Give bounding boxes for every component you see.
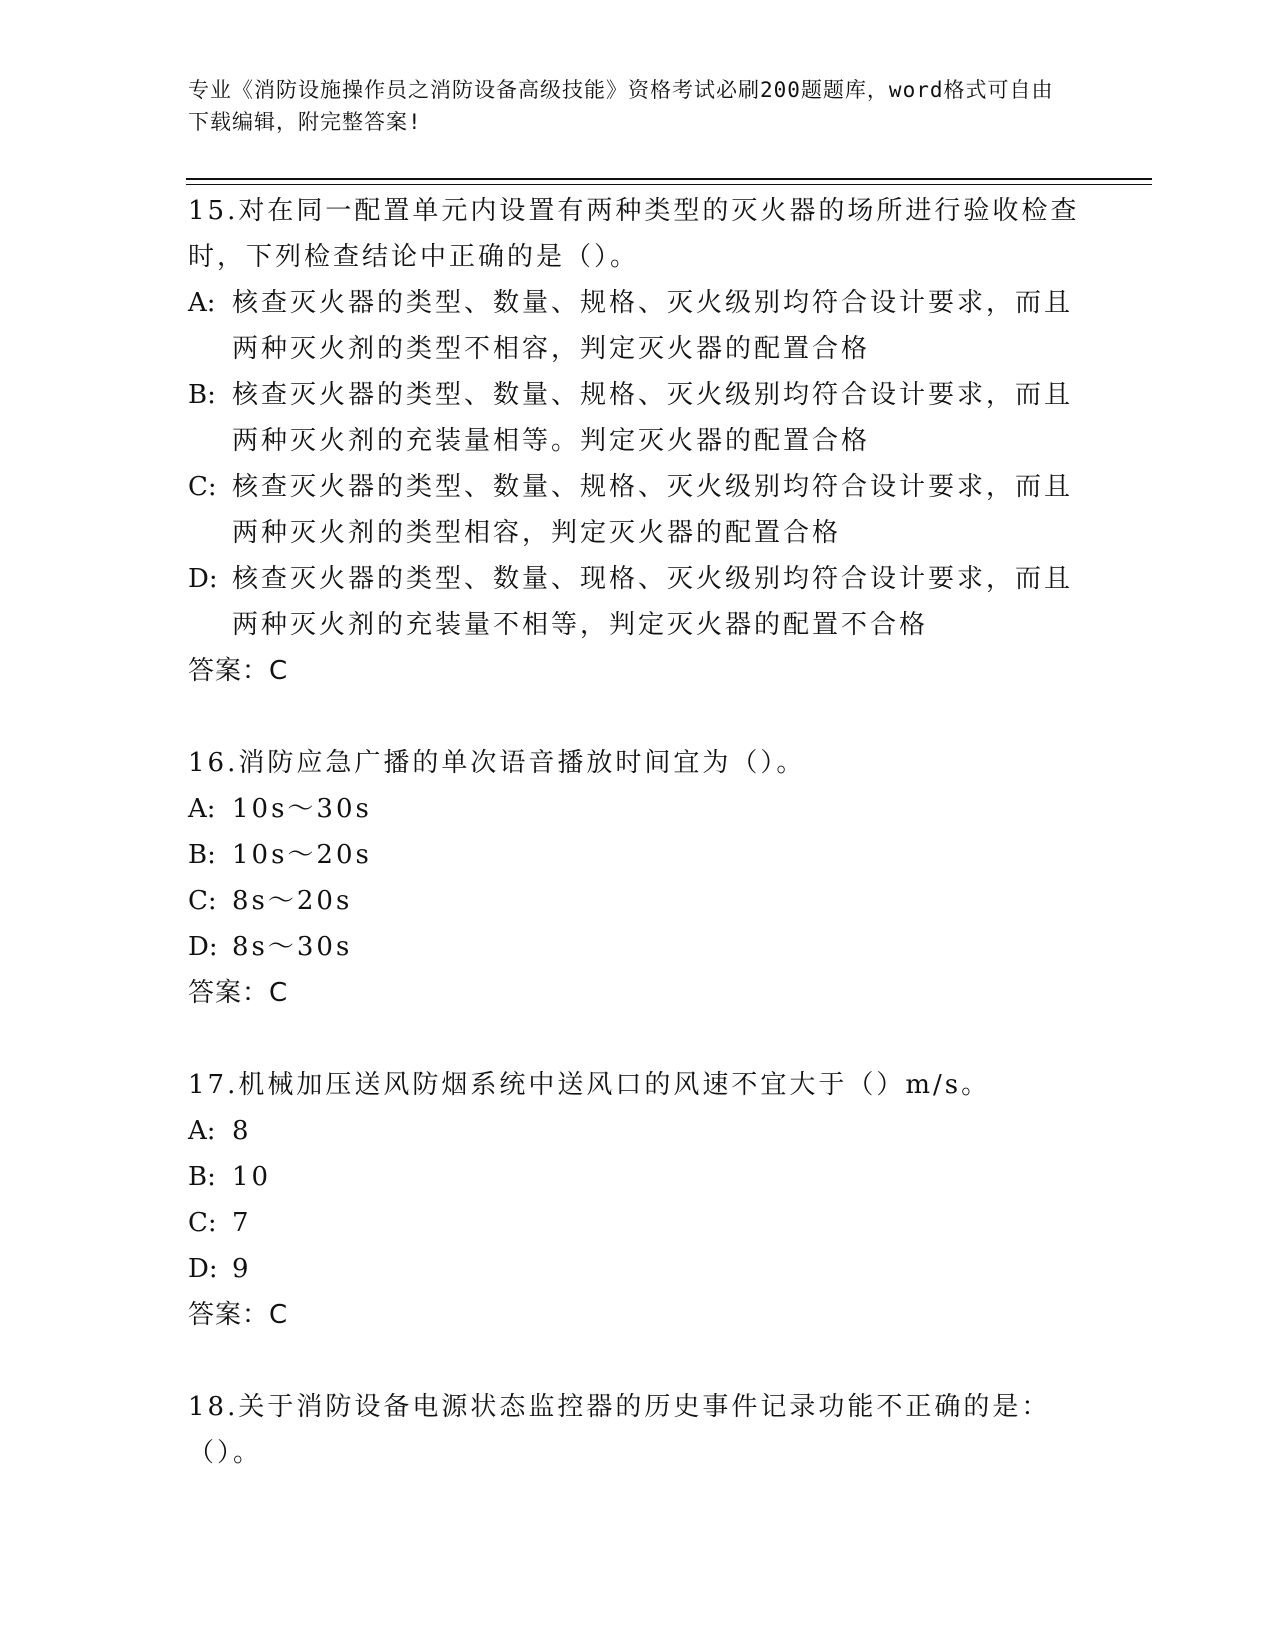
answer-line: 答案：C [188,978,289,1008]
question-spacer [188,1016,1088,1062]
option-letter: C: [188,886,217,916]
question-stem: 17.机械加压送风防烟系统中送风口的风速不宜大于（）m/s。 [188,1070,991,1100]
header-divider-thin [186,184,1152,185]
option-c [188,1200,1088,1246]
option-c [188,878,1088,924]
option-text: 8 [232,1116,252,1146]
option-letter: A: [188,1116,216,1146]
option-text: 核查灭火器的类型、数量、规格、灭火级别均符合设计要求，而且两种灭火剂的充装量相等。判定灭火器的配置合格 [232,380,1074,456]
option-d [188,1246,1088,1292]
question-spacer [188,694,1088,740]
option-text: 核查灭火器的类型、数量、规格、灭火级别均符合设计要求，而且两种灭火剂的类型相容，判定灭火器的配置合格 [232,472,1074,548]
option-text: 7 [232,1208,252,1238]
option-letter: C: [188,1208,217,1238]
option-letter: B: [188,840,216,870]
option-text: 10s～20s [232,840,372,870]
option-letter: D: [188,1254,218,1284]
option-text: 10 [232,1162,272,1192]
question-15 [188,188,1088,694]
option-letter: A: [188,288,216,318]
question-17 [188,1062,1088,1338]
question-spacer [188,1338,1088,1384]
option-b [188,372,1088,464]
question-stem: 16.消防应急广播的单次语音播放时间宜为（）。 [188,748,806,778]
option-b [188,1154,1088,1200]
option-text: 核查灭火器的类型、数量、现格、灭火级别均符合设计要求，而且两种灭火剂的充装量不相等，判定灭火器的配置不合格 [232,564,1074,640]
option-letter: B: [188,380,216,410]
option-letter: A: [188,794,216,824]
option-text: 10s～30s [232,794,372,824]
option-c [188,464,1088,556]
option-d [188,924,1088,970]
answer-line: 答案：C [188,1300,289,1330]
option-letter: D: [188,932,218,962]
document-header: 专业《消防设施操作员之消防设备高级技能》资格考试必刷200题题库，word格式可自由下载编辑，附完整答案! [188,78,1054,134]
answer-line: 答案：C [188,656,289,686]
question-18 [188,1384,1088,1476]
option-letter: D: [188,564,218,594]
option-b [188,832,1088,878]
option-d [188,556,1088,648]
option-text: 9 [232,1254,252,1284]
option-text: 8s～30s [232,932,353,962]
option-a [188,786,1088,832]
option-letter: C: [188,472,217,502]
question-stem: 15.对在同一配置单元内设置有两种类型的灭火器的场所进行验收检查时，下列检查结论中正确的是（）。 [188,196,1080,272]
question-list [188,188,1088,1476]
option-text: 核查灭火器的类型、数量、规格、灭火级别均符合设计要求，而且两种灭火剂的类型不相容，判定灭火器的配置合格 [232,288,1074,364]
option-a [188,1108,1088,1154]
question-16 [188,740,1088,1016]
option-text: 8s～20s [232,886,353,916]
header-divider-thick [186,178,1152,180]
option-a [188,280,1088,372]
option-letter: B: [188,1162,216,1192]
question-stem: 18.关于消防设备电源状态监控器的历史事件记录功能不正确的是：（）。 [188,1392,1051,1468]
